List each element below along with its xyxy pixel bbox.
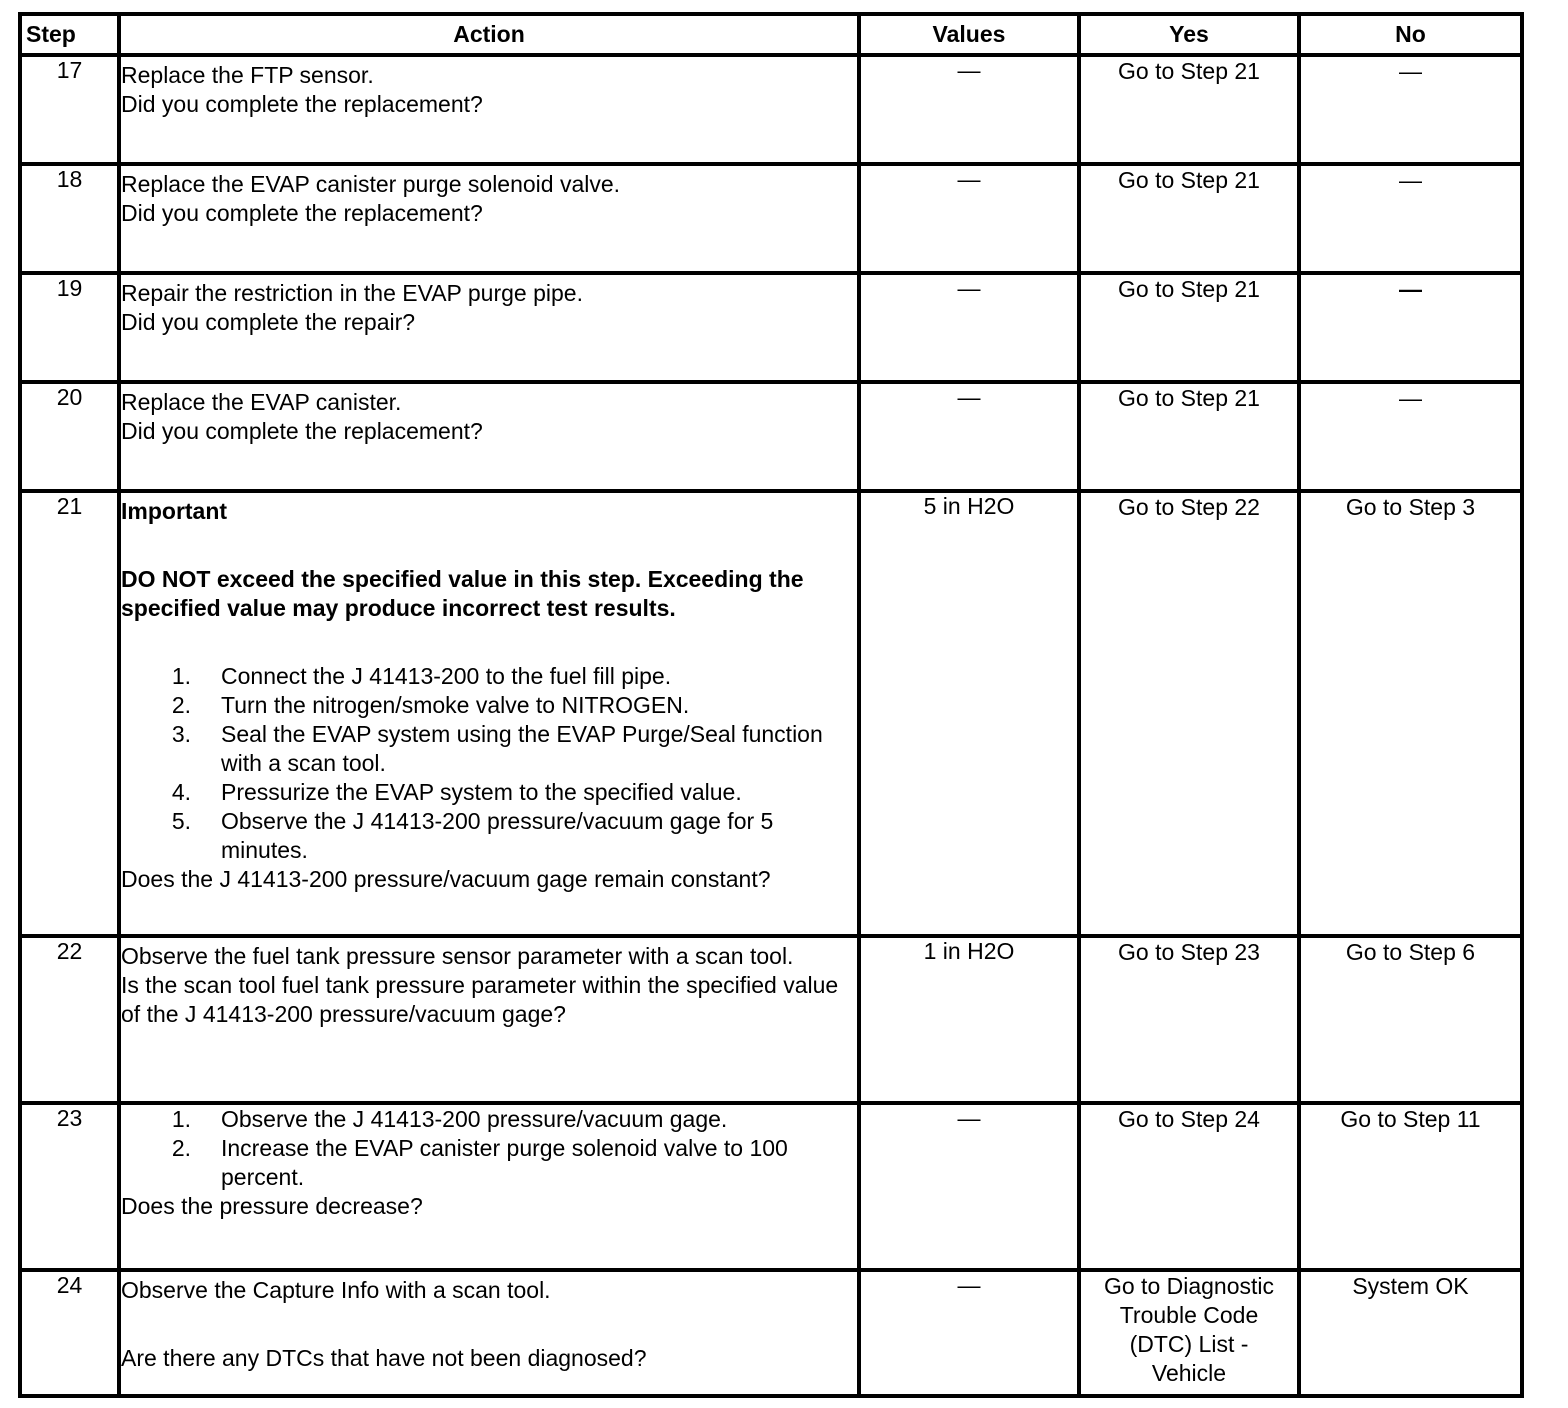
step-number: 17 — [20, 55, 119, 164]
table-row — [20, 55, 1522, 164]
header-action: Action — [119, 14, 859, 55]
step-number: 19 — [20, 273, 119, 382]
table-row — [20, 273, 1522, 382]
no-cell — [1299, 164, 1522, 273]
action-cell — [119, 1103, 859, 1270]
no-result: — — [1399, 385, 1422, 411]
action-text: Replace the EVAP canister purge solenoid valve. — [121, 171, 621, 197]
action-cell — [119, 382, 859, 491]
no-cell — [1299, 936, 1522, 1103]
yes-cell — [1079, 1103, 1299, 1270]
action-cell — [119, 164, 859, 273]
list-item: 1. Observe the J 41413-200 pressure/vacuum gage. — [171, 1106, 728, 1132]
yes-result: Go to Diagnostic Trouble Code (DTC) List - Vehicle — [1103, 1273, 1275, 1386]
list-item: 5. Observe the J 41413-200 pressure/vacuum gage for 5 minutes. — [171, 808, 774, 863]
action-question: Are there any DTCs that have not been diagnosed? — [121, 1345, 647, 1371]
procedure-list — [121, 662, 857, 865]
yes-cell — [1079, 382, 1299, 491]
yes-cell — [1079, 491, 1299, 936]
no-cell — [1299, 1103, 1522, 1270]
yes-result: Go to Step 21 — [1118, 58, 1260, 84]
action-cell — [119, 55, 859, 164]
table-row — [20, 936, 1522, 1103]
no-result: Go to Step 3 — [1345, 494, 1476, 520]
action-question: Did you complete the replacement? — [121, 418, 483, 444]
no-result: Go to Step 11 — [1340, 1106, 1481, 1132]
no-cell — [1299, 491, 1522, 936]
action-cell — [119, 1270, 859, 1396]
no-cell — [1299, 55, 1522, 164]
header-step: Step — [20, 14, 119, 55]
table-row — [20, 491, 1522, 936]
no-cell — [1299, 273, 1522, 382]
action-cell — [119, 273, 859, 382]
no-result: Go to Step 6 — [1345, 939, 1476, 965]
step-number: 18 — [20, 164, 119, 273]
value-cell: — — [859, 382, 1079, 491]
diagnostic-table — [18, 12, 1524, 1398]
value-cell: — — [859, 164, 1079, 273]
no-result: — — [1399, 276, 1422, 302]
important-text: DO NOT exceed the specified value in this step. Exceeding the specified value may produce incorrect test results. — [121, 566, 804, 621]
step-number: 21 — [20, 491, 119, 936]
action-question: Does the pressure decrease? — [121, 1193, 423, 1219]
yes-cell — [1079, 936, 1299, 1103]
header-values: Values — [859, 14, 1079, 55]
action-cell — [119, 491, 859, 936]
list-item: 4. Pressurize the EVAP system to the specified value. — [171, 779, 742, 805]
action-text: Replace the FTP sensor. — [121, 62, 374, 88]
yes-result: Go to Step 21 — [1118, 385, 1260, 411]
step-number: 23 — [20, 1103, 119, 1270]
yes-result: Go to Step 23 — [1118, 939, 1260, 965]
value-cell: 1 in H2O — [859, 936, 1079, 1103]
table-row — [20, 164, 1522, 273]
important-title: Important — [121, 498, 228, 524]
header-row — [20, 14, 1522, 55]
yes-result: Go to Step 24 — [1118, 1106, 1260, 1132]
no-cell — [1299, 382, 1522, 491]
step-number: 22 — [20, 936, 119, 1103]
action-question: Did you complete the replacement? — [121, 200, 483, 226]
no-result: — — [1399, 58, 1422, 84]
action-text: Observe the Capture Info with a scan tool. — [121, 1277, 551, 1303]
value-cell: — — [859, 273, 1079, 382]
step-number: 24 — [20, 1270, 119, 1396]
value-cell: 5 in H2O — [859, 491, 1079, 936]
list-item: 2. Increase the EVAP canister purge solenoid valve to 100 percent. — [171, 1135, 788, 1190]
action-question: Did you complete the repair? — [121, 309, 416, 335]
yes-cell — [1079, 164, 1299, 273]
action-text: Repair the restriction in the EVAP purge pipe. — [121, 280, 583, 306]
table-row — [20, 1103, 1522, 1270]
action-question: Does the J 41413-200 pressure/vacuum gage remain constant? — [121, 866, 771, 892]
header-yes: Yes — [1079, 14, 1299, 55]
list-item: 1. Connect the J 41413-200 to the fuel fill pipe. — [171, 663, 672, 689]
header-no: No — [1299, 14, 1522, 55]
no-cell — [1299, 1270, 1522, 1396]
action-cell — [119, 936, 859, 1103]
action-question: Did you complete the replacement? — [121, 91, 483, 117]
no-result: — — [1399, 167, 1422, 193]
yes-cell — [1079, 273, 1299, 382]
list-item: 2. Turn the nitrogen/smoke valve to NITROGEN. — [171, 692, 690, 718]
procedure-list — [121, 1105, 857, 1192]
yes-result: Go to Step 22 — [1118, 494, 1260, 520]
action-question: Is the scan tool fuel tank pressure parameter within the specified value of the J 41413-200 pressure/vacuum gage? — [121, 972, 839, 1027]
value-cell: — — [859, 1270, 1079, 1396]
yes-cell — [1079, 55, 1299, 164]
yes-cell — [1079, 1270, 1299, 1396]
yes-result: Go to Step 21 — [1118, 276, 1260, 302]
yes-result: Go to Step 21 — [1118, 167, 1260, 193]
table-row — [20, 382, 1522, 491]
action-text: Observe the fuel tank pressure sensor parameter with a scan tool. — [121, 943, 794, 969]
no-result: System OK — [1352, 1273, 1469, 1299]
action-text: Replace the EVAP canister. — [121, 389, 402, 415]
value-cell: — — [859, 55, 1079, 164]
value-cell: — — [859, 1103, 1079, 1270]
list-item: 3. Seal the EVAP system using the EVAP Purge/Seal function with a scan tool. — [171, 721, 823, 776]
table-row — [20, 1270, 1522, 1396]
step-number: 20 — [20, 382, 119, 491]
